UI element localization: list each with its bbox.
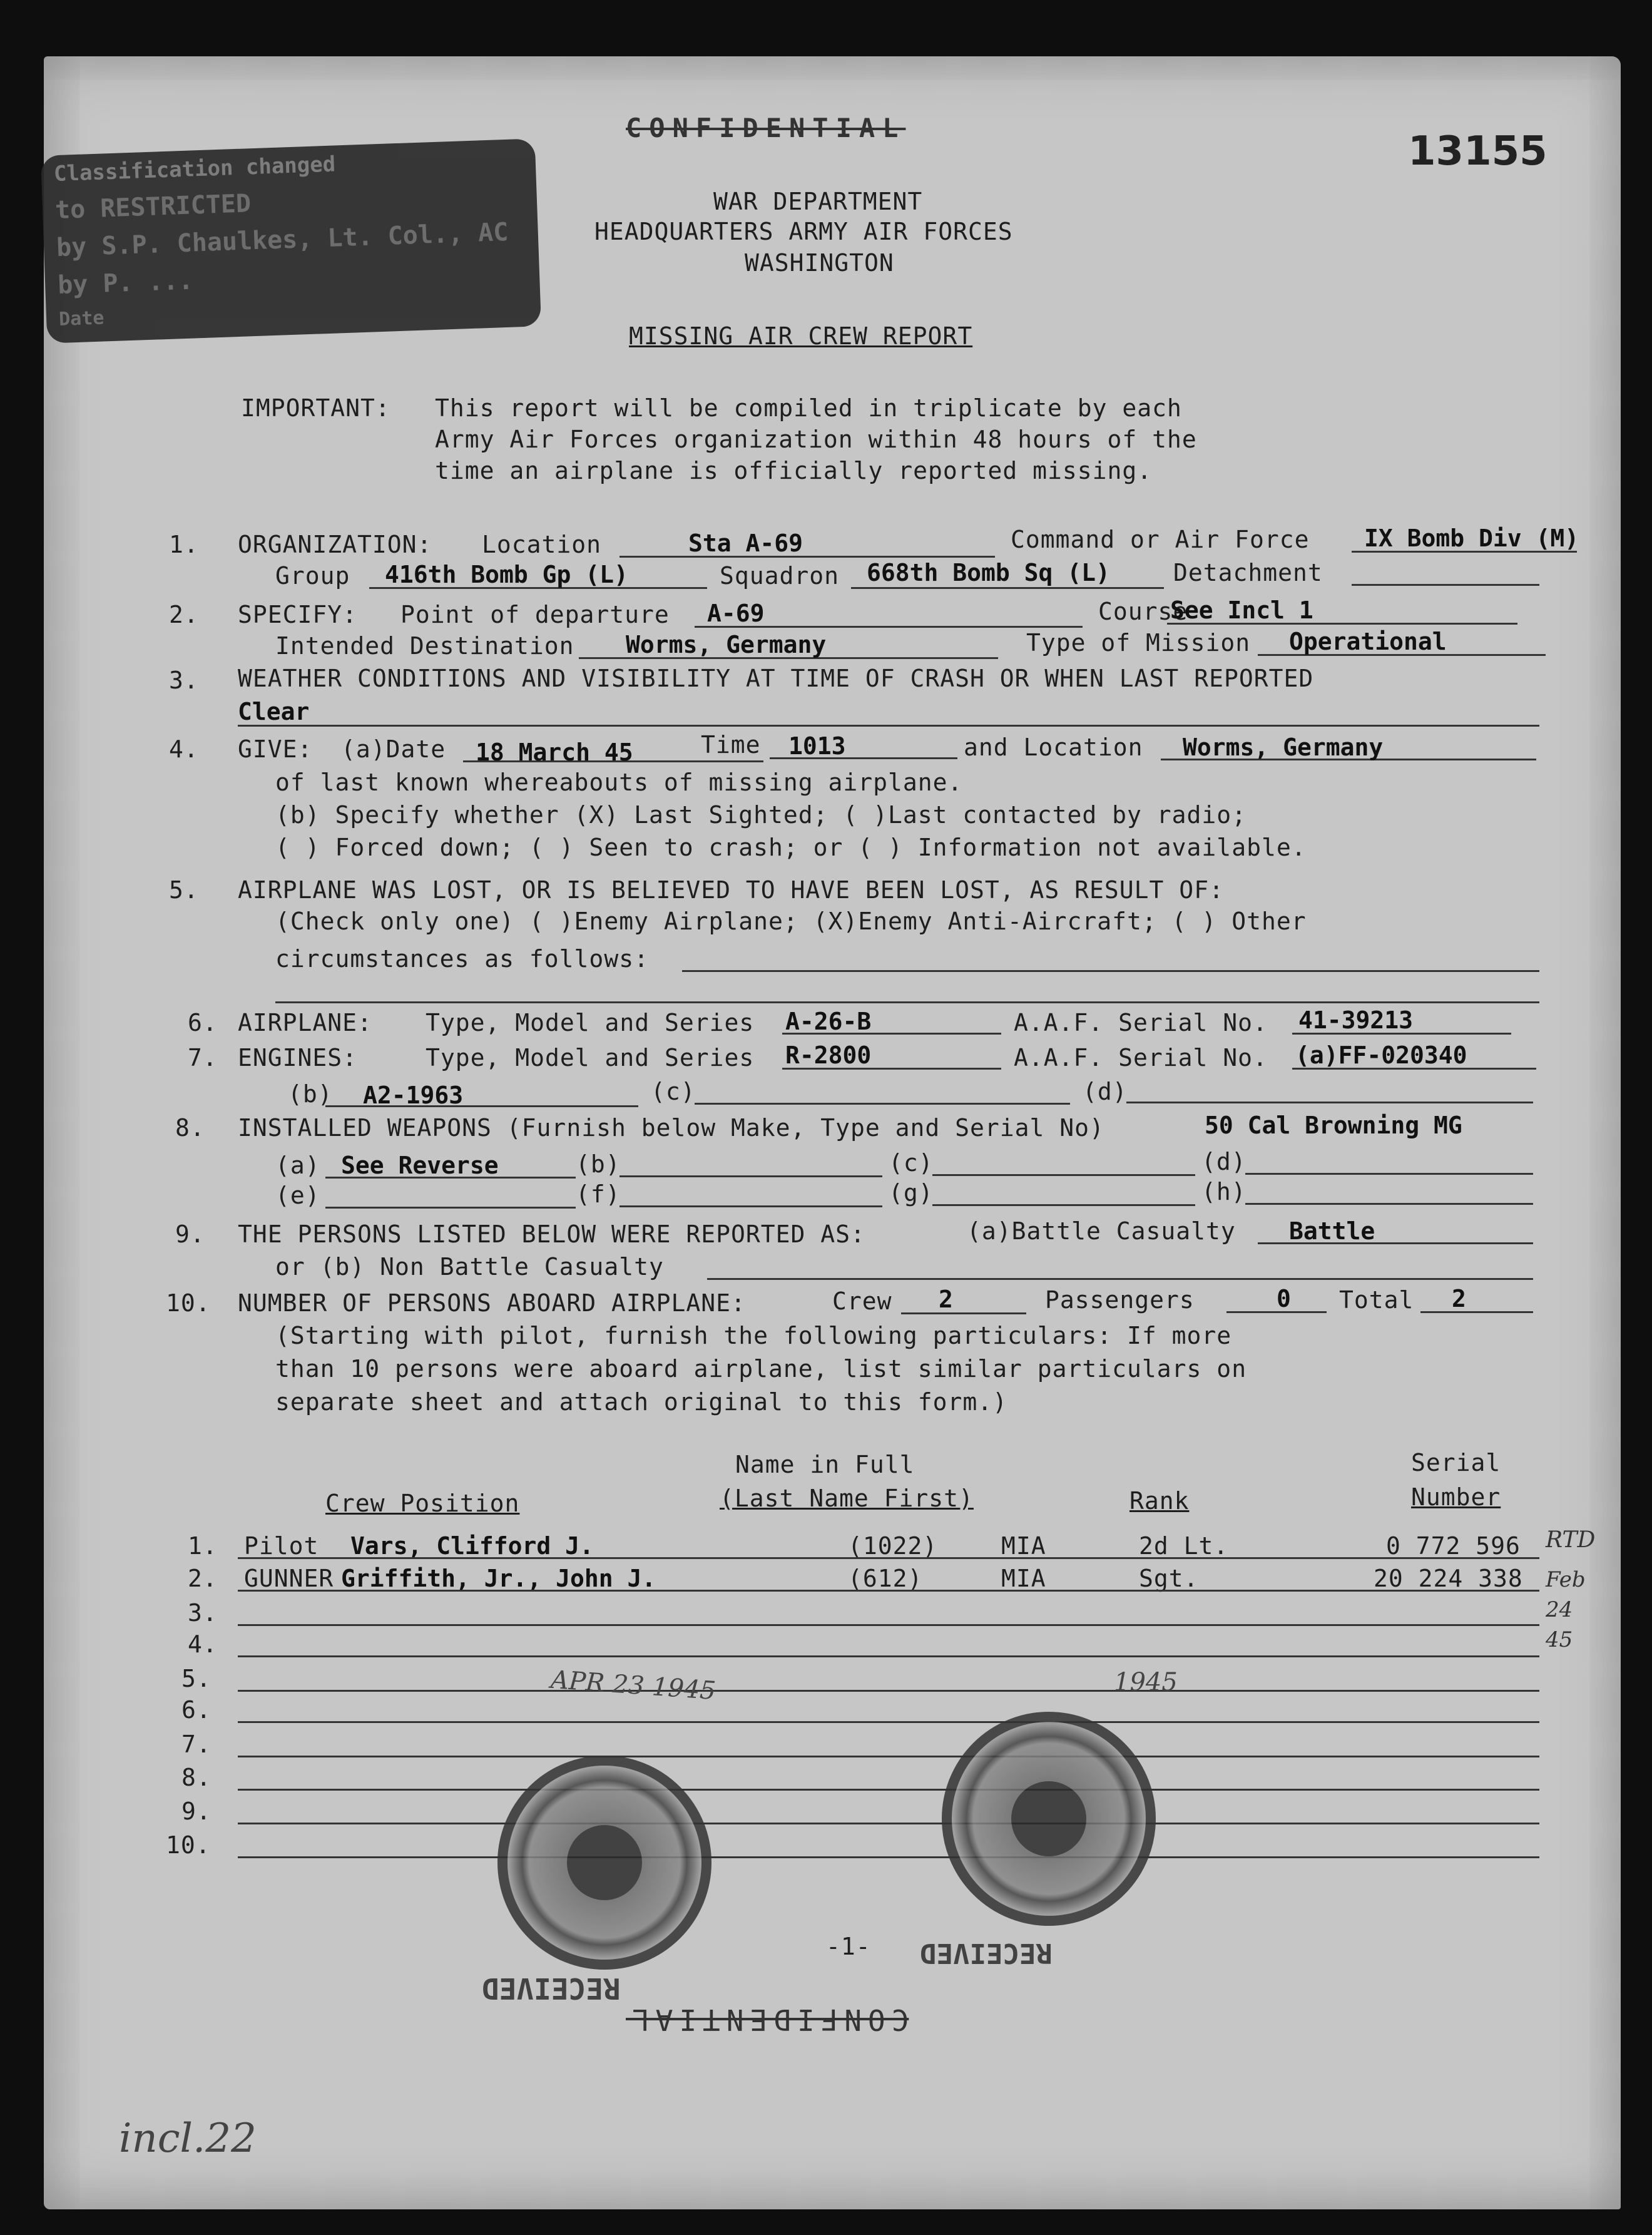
departure-label: Point of departure [400,601,670,628]
weapon-h-label: (h) [1201,1178,1247,1205]
cause-options: (Check only one) ( )Enemy Airplane; (X)Enemy Anti-Aircraft; ( ) Other [275,908,1307,935]
crew-name-cell: Griffith, Jr., John J. [341,1565,656,1592]
item-number: 2. [169,601,199,628]
date-received-stamp: APR 23 1945 [549,1665,717,1706]
engine-b-label: (b) [288,1080,333,1108]
departure-value: A-69 [707,600,765,627]
crew-code-cell: (1022) [848,1532,938,1560]
aaf-serial-label: A.A.F. Serial No. [1014,1044,1268,1071]
status-options-line-1: (b) Specify whether (X) Last Sighted; ( )Last contacted by radio; [275,801,1247,829]
instructions-line-2: than 10 persons were aboard airplane, list similar particulars on [275,1355,1247,1383]
weapon-g-label: (g) [889,1179,934,1207]
row-number: 6. [181,1696,212,1724]
item-number: 4. [169,735,199,763]
date-received-stamp-2: 1945 [1114,1668,1178,1697]
circumstances-label: circumstances as follows: [275,945,649,973]
important-label: IMPORTANT: [241,394,390,422]
serial-header-line-1: Serial [1411,1449,1501,1476]
organization-label: ORGANIZATION: [238,531,432,558]
row-number: 10. [166,1831,211,1859]
crew-status-cell: MIA [1001,1565,1046,1592]
squadron-label: Squadron [720,562,840,590]
form-title: MISSING AIR CREW REPORT [629,322,973,350]
handwritten-note: RTD [1546,1527,1596,1553]
engine-c-label: (c) [651,1078,696,1105]
crew-position-cell: GUNNER [244,1565,334,1592]
time-label: Time [701,731,761,759]
time-value: 1013 [788,732,846,760]
row-number: 2. [188,1565,218,1592]
engines-label: ENGINES: [238,1044,358,1071]
mission-type-label: Type of Mission [1026,629,1251,657]
airplane-serial-value: 41-39213 [1298,1006,1414,1034]
persons-aboard-label: NUMBER OF PERSONS ABOARD AIRPLANE: [238,1289,746,1317]
status-options-line-2: ( ) Forced down; ( ) Seen to crash; or ( ) Information not available. [275,834,1307,861]
command-label: Command or Air Force [1011,526,1310,553]
destination-label: Intended Destination [275,632,574,660]
destination-value: Worms, Germany [626,631,827,658]
file-number: 13155 [1408,128,1547,175]
row-number: 9. [181,1798,212,1825]
non-battle-casualty-label: or (b) Non Battle Casualty [275,1253,664,1281]
crew-rank-cell: 2d Lt. [1139,1532,1229,1560]
airplane-label: AIRPLANE: [238,1009,372,1036]
item-number: 10. [166,1289,211,1317]
row-number: 3. [188,1599,218,1627]
location-label: Location [482,531,602,558]
received-stamp: RECEIVED [920,1937,1053,1969]
crew-position-cell: Pilot [244,1532,319,1560]
course-label: Course [1098,598,1188,625]
item-number: 5. [169,876,199,904]
row-number: 4. [188,1630,218,1658]
instructions-line-3: separate sheet and attach original to this form.) [275,1388,1008,1416]
total-label: Total [1339,1286,1414,1314]
whereabouts-text: of last known whereabouts of missing airplane. [275,769,963,796]
passengers-label: Passengers [1045,1286,1195,1314]
crew-value: 2 [939,1286,953,1313]
weapons-label: INSTALLED WEAPONS (Furnish below Make, Type and Serial No) [238,1114,1104,1142]
item-number: 3. [169,667,199,694]
row-number: 8. [181,1764,212,1791]
item-number: 8. [175,1114,205,1142]
margin-note: incl.22 [119,2115,257,2162]
name-header-line-1: Name in Full [735,1451,915,1478]
mission-type-value: Operational [1289,628,1447,655]
group-label: Group [275,562,350,590]
weapon-a-label: (a) [275,1152,320,1179]
date-label: (a)Date [341,735,446,763]
weapon-f-label: (f) [576,1180,621,1208]
serial-header-line-2: Number [1411,1483,1501,1511]
group-value: 416th Bomb Gp (L) [385,561,628,588]
type-model-series-label: Type, Model and Series [426,1044,755,1071]
weapon-d-label: (d) [1201,1148,1247,1175]
weapon-a-value: See Reverse [341,1152,499,1179]
passengers-value: 0 [1277,1285,1291,1312]
weather-label: WEATHER CONDITIONS AND VISIBILITY AT TIME OF CRASH OR WHEN LAST REPORTED [238,665,1314,692]
item-number: 6. [188,1009,218,1036]
row-number: 1. [188,1532,218,1560]
dept-line-1: WAR DEPARTMENT [713,188,923,215]
date-value: 18 March 45 [476,739,633,766]
stamp-line: by P. ... [57,266,194,300]
row-number: 5. [181,1665,212,1692]
weapon-c-label: (c) [889,1149,934,1177]
engine-serial-a-value: (a)FF-020340 [1295,1041,1467,1069]
crew-code-cell: (612) [848,1565,923,1592]
stamp-line: Date [58,307,105,331]
engine-d-label: (d) [1083,1078,1128,1105]
crew-label: Crew [832,1287,892,1315]
detachment-label: Detachment [1173,559,1323,586]
airplane-type-value: A-26-B [785,1008,872,1035]
give-label: GIVE: [238,735,313,763]
important-line-3: time an airplane is officially reported missing. [435,457,1153,484]
total-value: 2 [1452,1285,1466,1312]
classification-mark-bottom: CONFIDENTIAL [626,2003,909,2037]
stamp-line: to RESTRICTED [54,189,252,225]
row-number: 7. [181,1731,212,1758]
engine-type-value: R-2800 [785,1041,872,1069]
item-number: 9. [175,1220,205,1248]
location4-label: and Location [964,734,1143,761]
dept-line-3: WASHINGTON [745,249,894,277]
squadron-value: 668th Bomb Sq (L) [867,559,1110,586]
command-value: IX Bomb Div (M) [1364,524,1579,552]
item-number: 7. [188,1044,218,1071]
weapons-value: 50 Cal Browning MG [1205,1112,1462,1139]
weapon-b-label: (b) [576,1150,621,1178]
received-stamp: RECEIVED [482,1972,621,2005]
crew-status-cell: MIA [1001,1532,1046,1560]
page-number: -1- [826,1933,871,1960]
important-line-1: This report will be compiled in triplicate by each [435,394,1182,422]
classification-mark: CONFIDENTIAL [626,113,906,143]
name-header-line-2: (Last Name First) [720,1485,974,1512]
stamp-line: Classification changed [53,151,336,187]
battle-casualty-value: Battle [1289,1217,1375,1245]
instructions-line-1: (Starting with pilot, furnish the following particulars: If more [275,1322,1232,1349]
crew-rank-cell: Sgt. [1139,1565,1199,1592]
crew-name-cell: Vars, Clifford J. [350,1532,594,1560]
dept-line-2: HEADQUARTERS ARMY AIR FORCES [594,218,1013,245]
location4-value: Worms, Germany [1183,734,1384,761]
weapon-e-label: (e) [275,1182,320,1209]
rank-header: Rank [1129,1487,1190,1515]
battle-casualty-label: (a)Battle Casualty [967,1217,1236,1245]
crew-serial-cell: 0 772 596 [1386,1532,1521,1560]
location-value: Sta A-69 [688,529,803,557]
type-model-series-label: Type, Model and Series [426,1009,755,1036]
engine-b-value: A2-1963 [363,1082,464,1109]
item-number: 1. [169,531,199,558]
crew-position-header: Crew Position [325,1490,520,1517]
official-seal [942,1712,1156,1926]
lost-cause-label: AIRPLANE WAS LOST, OR IS BELIEVED TO HAVE BEEN LOST, AS RESULT OF: [238,876,1224,904]
declassification-stamp [41,138,541,343]
official-seal [497,1756,711,1970]
aaf-serial-label: A.A.F. Serial No. [1014,1009,1268,1036]
persons-reported-label: THE PERSONS LISTED BELOW WERE REPORTED AS: [238,1220,865,1248]
handwritten-note: Feb 24 45 [1546,1567,1586,1652]
weather-value: Clear [238,698,310,725]
course-value: See Incl 1 [1170,596,1313,624]
stamp-line: by S.P. Chaulkes, Lt. Col., AC [56,217,509,263]
specify-label: SPECIFY: [238,601,358,628]
crew-serial-cell: 20 224 338 [1374,1565,1523,1592]
important-line-2: Army Air Forces organization within 48 hours of the [435,426,1197,453]
